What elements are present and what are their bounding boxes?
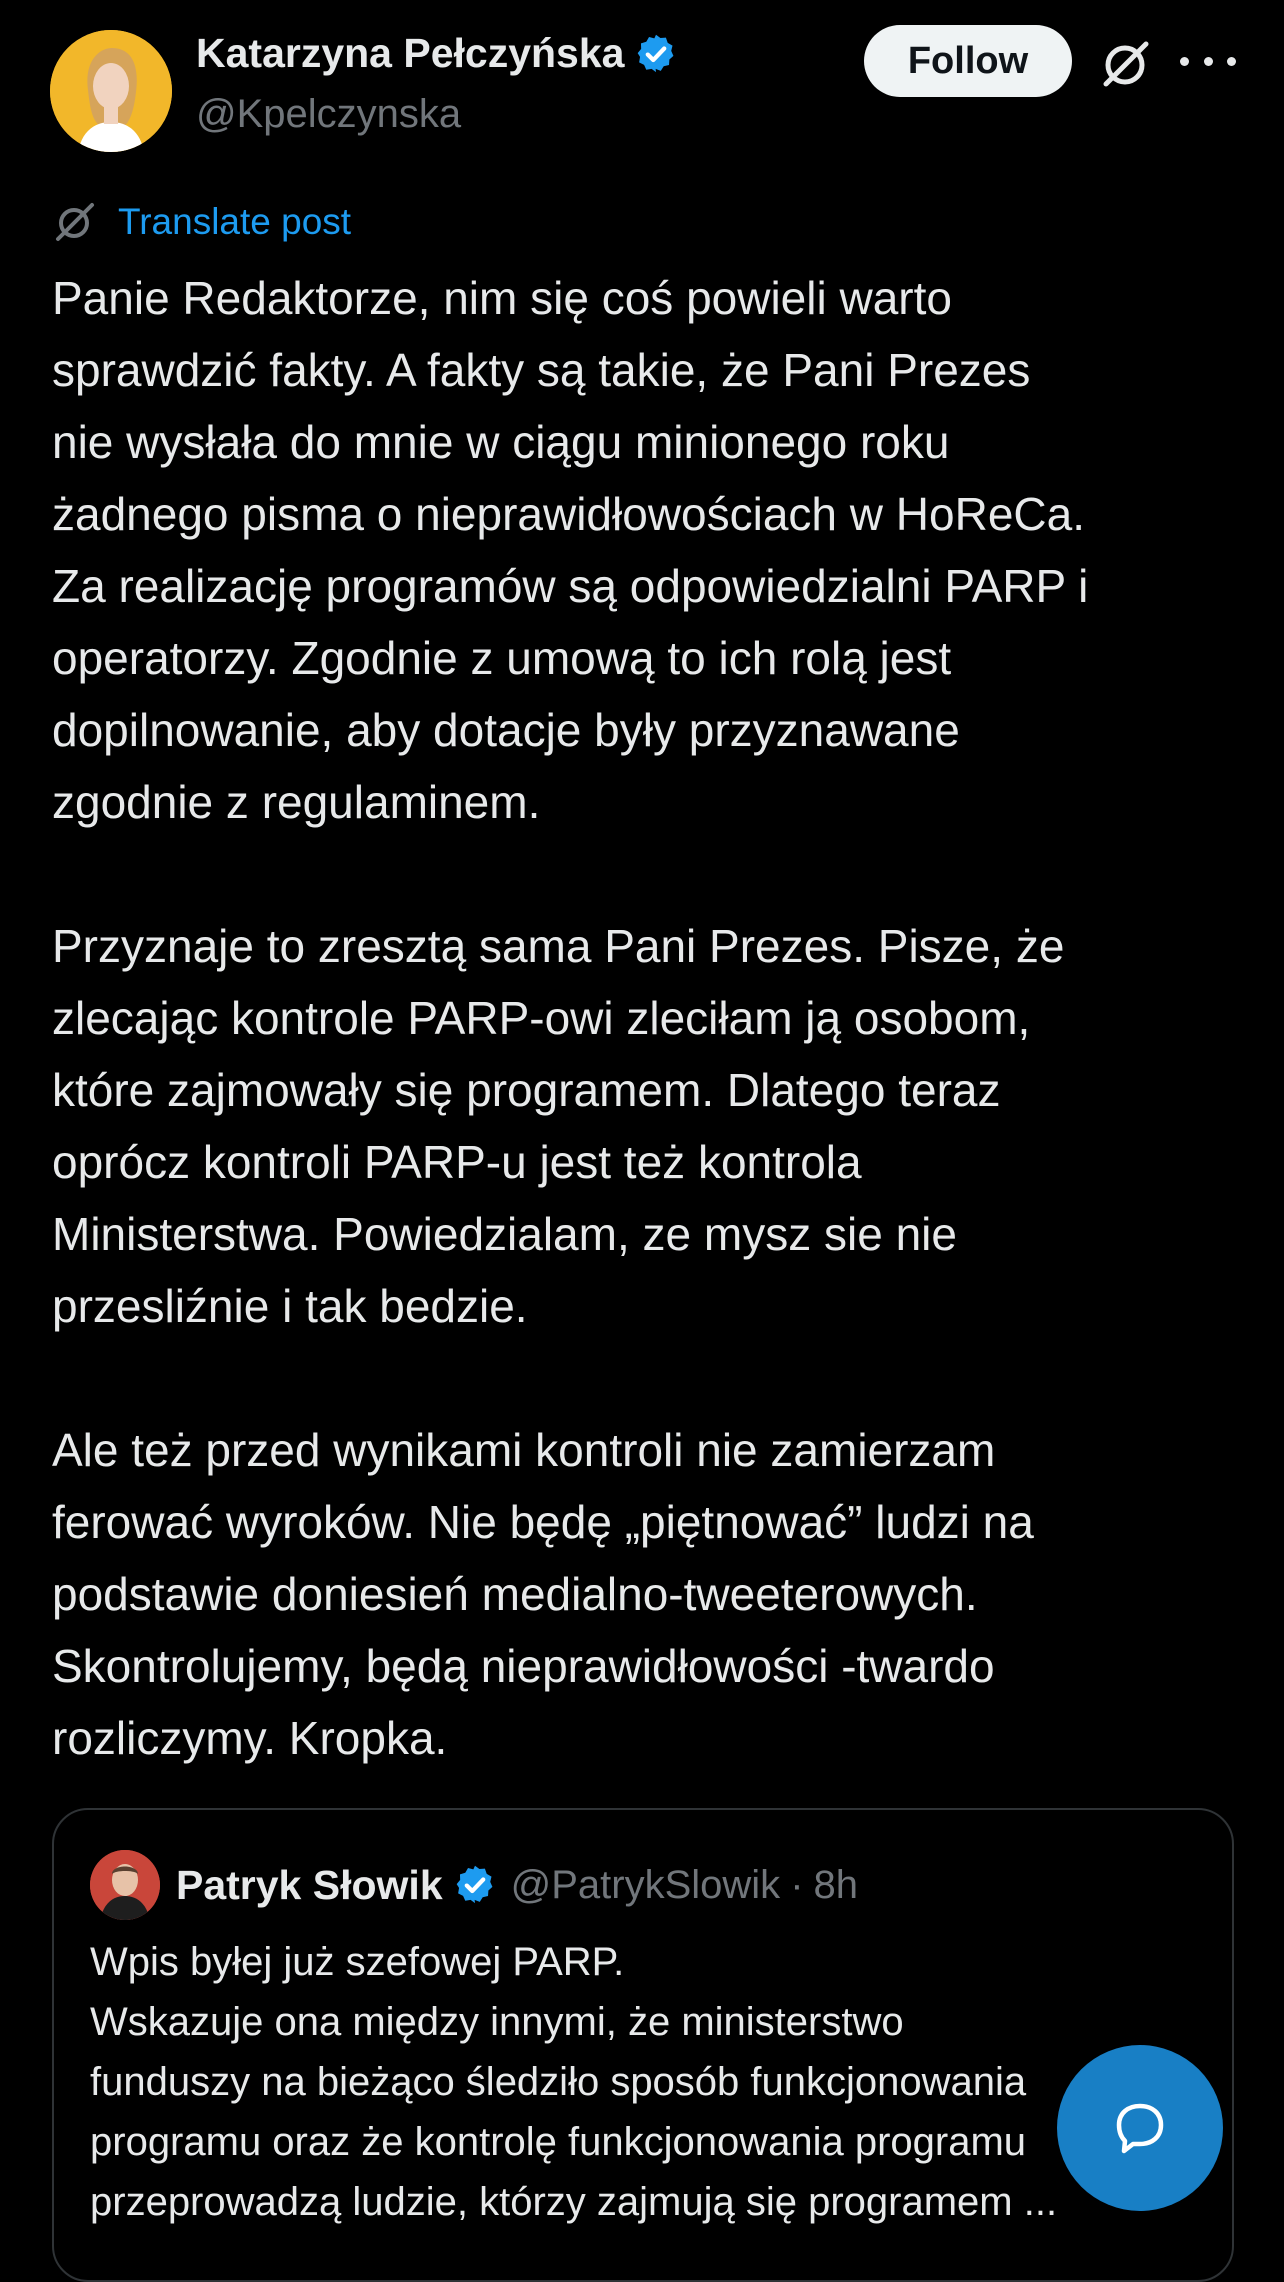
separator-dot: · <box>790 1862 804 1907</box>
verified-badge-icon <box>634 32 678 76</box>
quoted-post-header <box>90 1850 858 1920</box>
grok-icon[interactable] <box>1098 36 1154 92</box>
author-handle[interactable]: @Kpelczynska <box>196 92 462 136</box>
grok-translate-icon <box>52 199 98 245</box>
post-paragraph: Przyznaje to zresztą sama Pani Prezes. Pisze, że zlecając kontrole PARP-owi zleciłam ją osobom, które zajmowały się programem. Dlatego teraz oprócz kontroli PARP-u jest też kontrola Ministerstwa. Powiedzialam, ze mysz sie nie przesliźnie i tak bedzie. <box>52 920 1065 1332</box>
verified-badge-icon <box>453 1863 497 1907</box>
post-text <box>52 262 1252 1774</box>
author-avatar[interactable] <box>50 30 172 152</box>
follow-button[interactable]: Follow <box>864 25 1072 97</box>
post-paragraph: Panie Redaktorze, nim się coś powieli warto sprawdzić fakty. A fakty są takie, że Pani Prezes nie wysłała do mnie w ciągu minionego roku żadnego pisma o nieprawidłowościach w HoReCa. Za realizację programów są odpowiedzialni PARP i operatorzy. Zgodnie z umową to ich rolą jest dopilnowanie, aby dotacje były przyznawane zgodnie z regulaminem. <box>52 272 1089 828</box>
translate-post[interactable] <box>52 196 351 248</box>
quoted-post-time[interactable]: 8h <box>813 1862 859 1907</box>
more-options-icon[interactable] <box>1180 46 1236 76</box>
quoted-post-card[interactable] <box>52 1808 1234 2282</box>
post-header <box>0 0 1284 190</box>
reply-fab-button[interactable] <box>1057 2045 1223 2211</box>
reply-bubble-icon <box>1107 2095 1173 2161</box>
quoted-post-text: Wpis byłej już szefowej PARP. Wskazuje ona między innymi, że ministerstwo funduszy na bieżąco śledziło sposób funkcjonowania programu oraz że kontrolę funkcjonowania programu przeprowadzą ludzie, którzy zajmują się programem ... <box>90 1940 1058 2224</box>
post-paragraph: Ale też przed wynikami kontroli nie zamierzam ferować wyroków. Nie będę „piętnować” ludzi na podstawie doniesień medialno-tweeterowych. Skontrolujemy, będą nieprawidłowości -twardo rozliczymy. Kropka. <box>52 1424 1034 1764</box>
author-name-text[interactable]: Katarzyna Pełczyńska <box>196 30 625 76</box>
translate-post-link[interactable]: Translate post <box>118 201 352 242</box>
quoted-author-avatar[interactable] <box>90 1850 160 1920</box>
author-name[interactable] <box>196 30 678 77</box>
quoted-author-handle[interactable]: @PatrykSlowik <box>510 1862 781 1907</box>
quoted-author-name[interactable]: Patryk Słowik <box>176 1861 443 1908</box>
